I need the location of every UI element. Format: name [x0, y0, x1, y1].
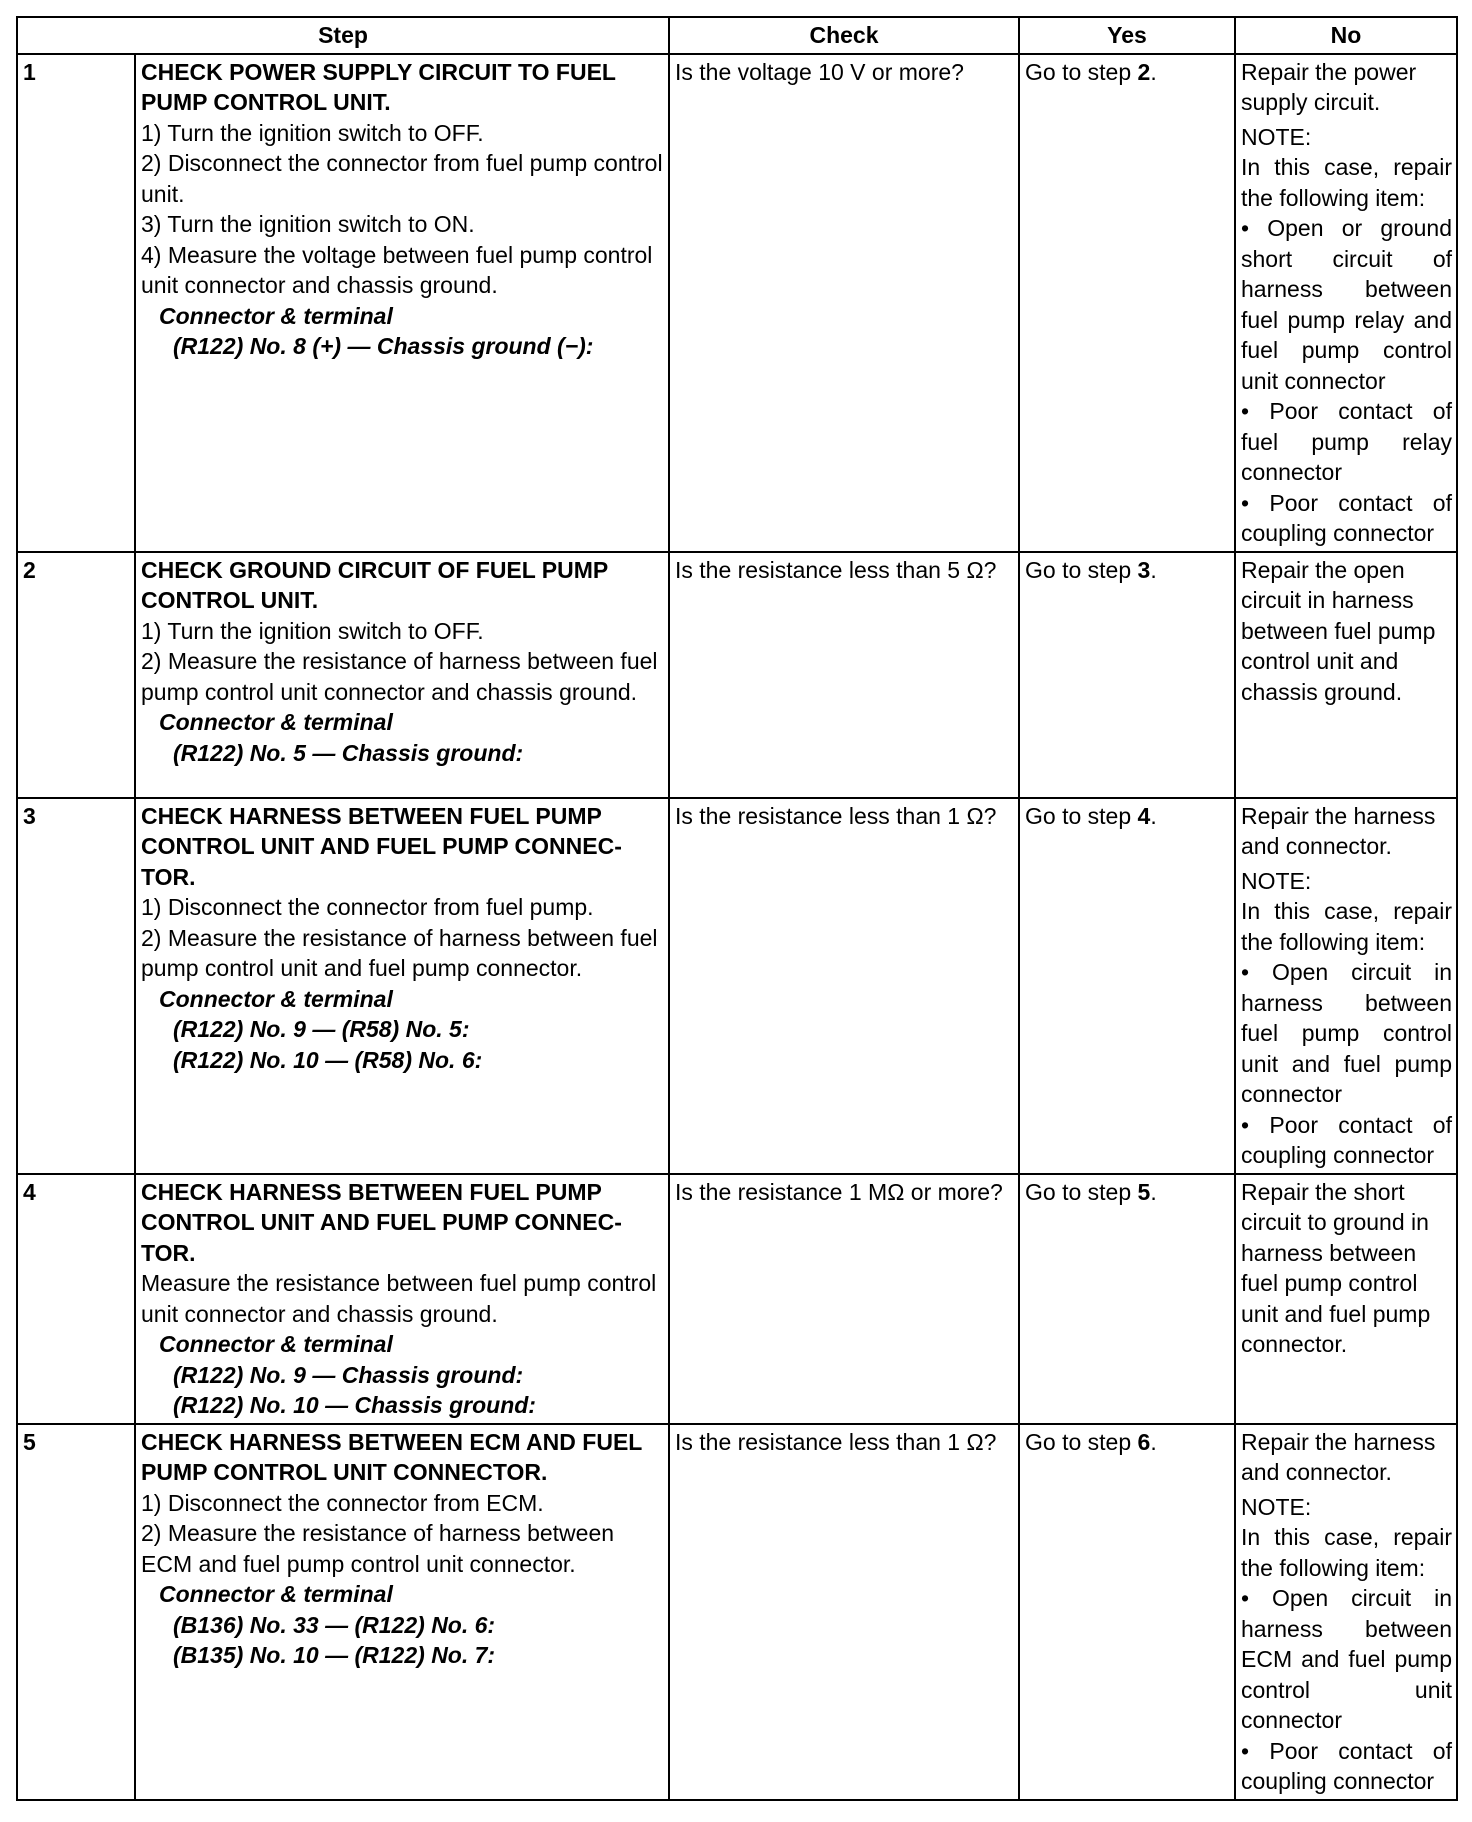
- no-cell: [1235, 54, 1457, 552]
- check-cell: Is the resistance less than 1 Ω?: [669, 798, 1019, 1174]
- step-title: CHECK GROUND CIRCUIT OF FUEL PUMP CONTROL UNIT.: [141, 556, 608, 613]
- check-cell: Is the resistance less than 5 Ω?: [669, 552, 1019, 798]
- step-title: CHECK HARNESS BETWEEN FUEL PUMP CONTROL UNIT AND FUEL PUMP CONNEC-TOR.: [141, 802, 622, 890]
- table-row: [17, 552, 1457, 798]
- table-row: [17, 798, 1457, 1174]
- header-yes: Yes: [1019, 17, 1235, 54]
- step-cell: [135, 1174, 669, 1424]
- check-cell: Is the resistance less than 1 Ω?: [669, 1424, 1019, 1800]
- note-bullet: • Poor contact of coupling connector: [1241, 489, 1452, 546]
- instruction: Measure the resistance between fuel pump control unit connector and chassis ground.: [141, 1270, 657, 1327]
- no-action: Repair the harness and connector.: [1241, 1428, 1436, 1485]
- yes-cell: [1019, 1174, 1235, 1424]
- step-cell: [135, 552, 669, 798]
- terminal-spec: (R122) No. 10 — Chassis ground:: [173, 1392, 536, 1418]
- yes-prefix: Go to step: [1025, 802, 1138, 829]
- instruction: 2) Measure the resistance of harness between ECM and fuel pump control unit connector.: [141, 1520, 615, 1577]
- no-cell: [1235, 552, 1457, 798]
- note-label: NOTE:: [1241, 867, 1312, 894]
- step-title: CHECK HARNESS BETWEEN ECM AND FUEL PUMP CONTROL UNIT CONNECTOR.: [141, 1428, 642, 1485]
- step-title: CHECK HARNESS BETWEEN FUEL PUMP CONTROL UNIT AND FUEL PUMP CONNEC-TOR.: [141, 1178, 622, 1266]
- step-title: CHECK POWER SUPPLY CIRCUIT TO FUEL PUMP CONTROL UNIT.: [141, 58, 616, 115]
- yes-step: 5: [1137, 1178, 1151, 1205]
- diagnostic-page: [16, 16, 1456, 1806]
- note-label: NOTE:: [1241, 123, 1312, 150]
- step-number: 5: [17, 1424, 135, 1800]
- yes-cell: [1019, 552, 1235, 798]
- no-cell: [1235, 798, 1457, 1174]
- step-number: 1: [17, 54, 135, 552]
- header-check: Check: [669, 17, 1019, 54]
- instruction: 2) Measure the resistance of harness between fuel pump control unit connector and chassis ground.: [141, 648, 658, 705]
- no-cell: [1235, 1424, 1457, 1800]
- note-text: In this case, repair the following item:: [1241, 1524, 1452, 1581]
- instruction: 3) Turn the ignition switch to ON.: [141, 211, 475, 237]
- yes-cell: [1019, 1424, 1235, 1800]
- yes-suffix: .: [1150, 1178, 1157, 1205]
- note-bullet: • Open circuit in harness between ECM and fuel pump control unit connector: [1241, 1585, 1452, 1733]
- instruction: 4) Measure the voltage between fuel pump control unit connector and chassis ground.: [141, 241, 653, 298]
- connector-terminal-label: Connector & terminal: [159, 985, 393, 1012]
- note-bullet: • Open or ground short circuit of harness between fuel pump relay and fuel pump control unit connector: [1241, 215, 1452, 394]
- connector-terminal-label: Connector & terminal: [159, 302, 393, 329]
- terminal-spec: (R122) No. 5 — Chassis ground:: [173, 739, 524, 766]
- connector-terminal-label: Connector & terminal: [159, 1331, 393, 1357]
- yes-prefix: Go to step: [1025, 58, 1138, 85]
- instruction: 2) Measure the resistance of harness between fuel pump control unit and fuel pump connector.: [141, 924, 658, 981]
- note-text: In this case, repair the following item:: [1241, 898, 1452, 955]
- yes-step: 4: [1137, 802, 1151, 829]
- instruction: 1) Disconnect the connector from fuel pump.: [141, 894, 594, 920]
- instruction: 1) Turn the ignition switch to OFF.: [141, 617, 484, 644]
- yes-step: 3: [1137, 556, 1151, 583]
- check-cell: Is the resistance 1 MΩ or more?: [669, 1174, 1019, 1424]
- yes-suffix: .: [1150, 58, 1157, 85]
- step-number: 2: [17, 552, 135, 798]
- no-action: Repair the short circuit to ground in harness between fuel pump control unit and fuel pump connector.: [1241, 1178, 1431, 1357]
- note-bullet: • Poor contact of coupling connector: [1241, 1737, 1452, 1794]
- yes-suffix: .: [1150, 1428, 1157, 1455]
- table-row: [17, 54, 1457, 552]
- diagnostic-table: [16, 16, 1458, 1801]
- yes-step: 6: [1137, 1428, 1151, 1455]
- check-cell: Is the voltage 10 V or more?: [669, 54, 1019, 552]
- step-cell: [135, 798, 669, 1174]
- note-bullet: • Open circuit in harness between fuel pump control unit and fuel pump connector: [1241, 959, 1452, 1107]
- yes-cell: [1019, 54, 1235, 552]
- note-label: NOTE:: [1241, 1493, 1312, 1520]
- terminal-spec: (R122) No. 9 — (R58) No. 5:: [173, 1016, 470, 1042]
- no-action: Repair the open circuit in harness between fuel pump control unit and chassis ground.: [1241, 556, 1436, 705]
- yes-cell: [1019, 798, 1235, 1174]
- terminal-spec: (B136) No. 33 — (R122) No. 6:: [173, 1611, 496, 1638]
- no-cell: [1235, 1174, 1457, 1424]
- no-action: Repair the power supply circuit.: [1241, 58, 1417, 115]
- terminal-spec: (R122) No. 9 — Chassis ground:: [173, 1361, 524, 1388]
- yes-step: 2: [1137, 58, 1151, 85]
- terminal-spec: (R122) No. 10 — (R58) No. 6:: [173, 1046, 483, 1073]
- instruction: 1) Turn the ignition switch to OFF.: [141, 119, 484, 146]
- table-row: [17, 1174, 1457, 1424]
- terminal-spec: (R122) No. 8 (+) — Chassis ground (−):: [173, 333, 594, 359]
- connector-terminal-label: Connector & terminal: [159, 709, 393, 735]
- connector-terminal-label: Connector & terminal: [159, 1581, 393, 1607]
- yes-prefix: Go to step: [1025, 556, 1138, 583]
- header-no: No: [1235, 17, 1457, 54]
- note-bullet: • Poor contact of coupling connector: [1241, 1111, 1452, 1168]
- instruction: 1) Disconnect the connector from ECM.: [141, 1489, 544, 1516]
- step-number: 4: [17, 1174, 135, 1424]
- note-text: In this case, repair the following item:: [1241, 154, 1452, 211]
- yes-prefix: Go to step: [1025, 1428, 1138, 1455]
- yes-suffix: .: [1150, 556, 1157, 583]
- step-number: 3: [17, 798, 135, 1174]
- header-row: [17, 17, 1457, 54]
- note-bullet: • Poor contact of fuel pump relay connector: [1241, 398, 1452, 485]
- no-action: Repair the harness and connector.: [1241, 802, 1436, 859]
- header-step: Step: [17, 17, 669, 54]
- yes-suffix: .: [1150, 802, 1157, 829]
- terminal-spec: (B135) No. 10 — (R122) No. 7:: [173, 1642, 496, 1668]
- step-cell: [135, 54, 669, 552]
- instruction: 2) Disconnect the connector from fuel pump control unit.: [141, 150, 663, 207]
- table-row: [17, 1424, 1457, 1800]
- yes-prefix: Go to step: [1025, 1178, 1138, 1205]
- step-cell: [135, 1424, 669, 1800]
